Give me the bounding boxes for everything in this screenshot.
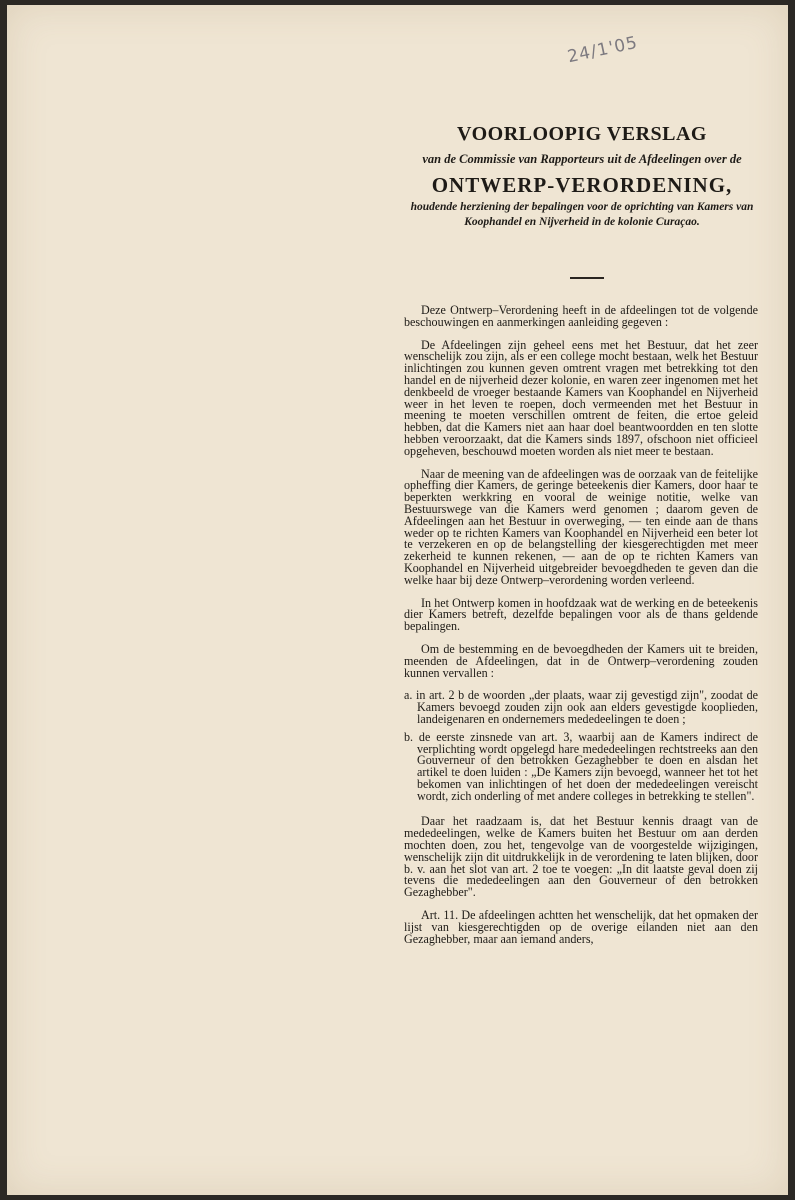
handwritten-date-note: 24/1'05 [565, 32, 640, 68]
header-divider [570, 277, 604, 279]
paragraph: Art. 11. De afdeelingen achtten het wenschelijk, dat het opmaken der lijst van kiesgerechtigden op de overige eilanden niet aan den Gezaghebber, maar aan iemand anders, [404, 908, 758, 946]
ordinance-description: houdende herziening der bepalingen voor de oprichting van Kamers van Koophandel en Nijverheid in de kolonie Curaçao. [410, 201, 754, 228]
paragraph: Naar de meening van de afdeelingen was de oorzaak van de feitelijke opheffing dier Kamers, de geringe beteekenis dier Kamers, door haar te beperkten werkkring en vooral de weinige notitie, welke van Bestuurswege van die Kamers werd genomen ; daarom geven de Afdeelingen aan het Bestuur in overweging, — ten einde aan de thans weder op te richten Kamers van Koophandel en Nijverheid een beter lot te verzekeren en op de belangstelling der kiesgerechtigden met meer zekerheid te kunnen rekenen, — aan de op te richten Kamers van Koophandel en Nijverheid uitgebreider bevoegdheden te geven dan die welke haar bij deze Ontwerp–verordening worden verleend. [404, 466, 758, 587]
paragraph: In het Ontwerp komen in hoofdzaak wat de werking en de beteekenis dier Kamers betreft, dezelfde bepalingen voor als de thans geldende bepalingen. [404, 595, 758, 634]
ordinance-title: ONTWERP-VERORDENING, [431, 173, 733, 197]
report-subtitle: van de Commissie van Rapporteurs uit de Afdeelingen over de [422, 152, 742, 166]
report-title: VOORLOOPIG VERSLAG [457, 123, 707, 145]
list-item: a. in art. 2 b de woorden „der plaats, waar zij gevestigd zijn", zoodat de Kamers bevoegd zouden zijn ook aan elders gevestigde kooplieden, landeigenaren en ondernemers mededeelingen te doen ; [404, 688, 758, 726]
list-item: b. de eerste zinsnede van art. 3, waarbij aan de Kamers indirect de verplichting wordt opgelegd hare mededeelingen rechtstreeks aan den Gouverneur of den betrokken Gezaghebber te doen en alsdan het artikel te doen luiden : „De Kamers zijn bevoegd, wanneer het tot het bekomen van inlichtingen of het doen der mededeelingen vereischt wordt, zich onderling of met andere colleges in betrekking te stellen". [404, 729, 758, 803]
paragraph: De Afdeelingen zijn geheel eens met het Bestuur, dat het zeer wenschelijk zou zijn, als er een college mocht bestaan, welk het Bestuur inlichtingen zou kunnen geven omtrent vragen met betrekking tot den handel en de nijverheid dezer kolonie, en waren zeer ingenomen met het denkbeeld de vroeger bestaande Kamers van Koophandel en Nijverheid weer in het leven te roepen, doch vermeenden met het Bestuur in meening te moeten verschillen omtrent de feiten, die ertoe geleid hebben, dat die Kamers niet aan haar doel beantwoordden en ten slotte hebben veroorzaakt, dat die Kamers sinds 1897, ofschoon niet officieel opgeheven, beschouwd moeten worden als niet meer te bestaan. [404, 337, 758, 458]
paragraph: Deze Ontwerp–Verordening heeft in de afdeelingen tot de volgende beschouwingen en aanmerkingen aanleiding gegeven : [404, 303, 758, 329]
paragraph: Daar het raadzaam is, dat het Bestuur kennis draagt van de mededeelingen, welke de Kamers buiten het Bestuur om aan derden mochten doen, zou het, tengevolge van de voorgestelde wijzigingen, wenschelijk zijn dit uitdrukkelijk in de verordening te laten blijken, door b. v. aan het slot van art. 2 toe te voegen: „In dit laatste geval doen zij tevens die mededeelingen aan den Gouverneur of den betrokken Gezaghebber". [404, 814, 758, 900]
report-body [404, 305, 758, 956]
document-header [402, 123, 762, 230]
document-page [7, 5, 788, 1195]
paragraph: Om de bestemming en de bevoegdheden der Kamers uit te breiden, meenden de Afdeelingen, dat in de Ontwerp–verordening zouden kunnen vervallen : [404, 641, 758, 680]
